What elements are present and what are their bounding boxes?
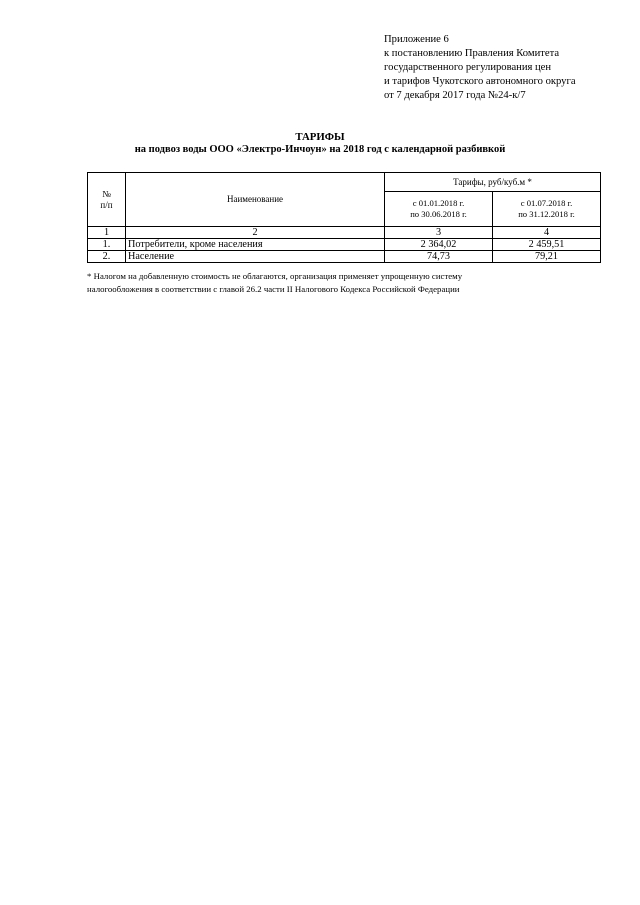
- footnote-line2: налогообложения в соответствии с главой 26.2 части II Налогового Кодекса Российской Федерации: [87, 284, 460, 294]
- index-cell: 2: [126, 227, 385, 239]
- row-number: 2.: [88, 251, 126, 263]
- footnote-line1: * Налогом на добавленную стоимость не облагаются, организация применяет упрощенную систему: [87, 271, 463, 281]
- header-number: [88, 173, 126, 227]
- header-period-2-line2: по 31.12.2018 г.: [518, 209, 575, 219]
- row-tariff-h2: 79,21: [493, 251, 601, 263]
- table-row: [88, 239, 601, 251]
- table-header-row: [88, 173, 601, 192]
- header-tariffs-group: Тарифы, руб/куб.м *: [385, 173, 601, 192]
- row-tariff-h1: 74,73: [385, 251, 493, 263]
- appendix-line: Приложение 6: [384, 34, 449, 45]
- row-name: Потребители, кроме населения: [126, 239, 385, 251]
- table-index-row: [88, 227, 601, 239]
- row-tariff-h1: 2 364,02: [385, 239, 493, 251]
- document-subtitle: на подвоз воды ООО «Электро-Инчоун» на 2018 год с календарной разбивкой: [134, 144, 506, 155]
- tariffs-table: [87, 172, 601, 263]
- footnote: [87, 270, 462, 296]
- appendix-line: от 7 декабря 2017 года №24-к/7: [384, 90, 526, 101]
- header-period-1-line1: с 01.01.2018 г.: [412, 198, 465, 208]
- index-cell: 1: [88, 227, 126, 239]
- header-period-1: [385, 192, 493, 227]
- row-number: 1.: [88, 239, 126, 251]
- header-period-2: [493, 192, 601, 227]
- index-cell: 4: [493, 227, 601, 239]
- appendix-line: и тарифов Чукотского автономного округа: [384, 76, 576, 87]
- appendix-line: к постановлению Правления Комитета: [384, 48, 560, 59]
- header-period-2-line1: с 01.07.2018 г.: [520, 198, 573, 208]
- index-cell: 3: [385, 227, 493, 239]
- header-number-line2: п/п: [100, 199, 113, 210]
- document-title: ТАРИФЫ: [295, 131, 345, 143]
- header-number-line1: №: [102, 188, 111, 199]
- appendix-line: государственного регулирования цен: [384, 62, 552, 73]
- header-period-1-line2: по 30.06.2018 г.: [410, 209, 467, 219]
- appendix-block: [384, 33, 576, 103]
- row-tariff-h2: 2 459,51: [493, 239, 601, 251]
- table-row: [88, 251, 601, 263]
- row-name: Население: [126, 251, 385, 263]
- header-name: Наименование: [126, 173, 385, 227]
